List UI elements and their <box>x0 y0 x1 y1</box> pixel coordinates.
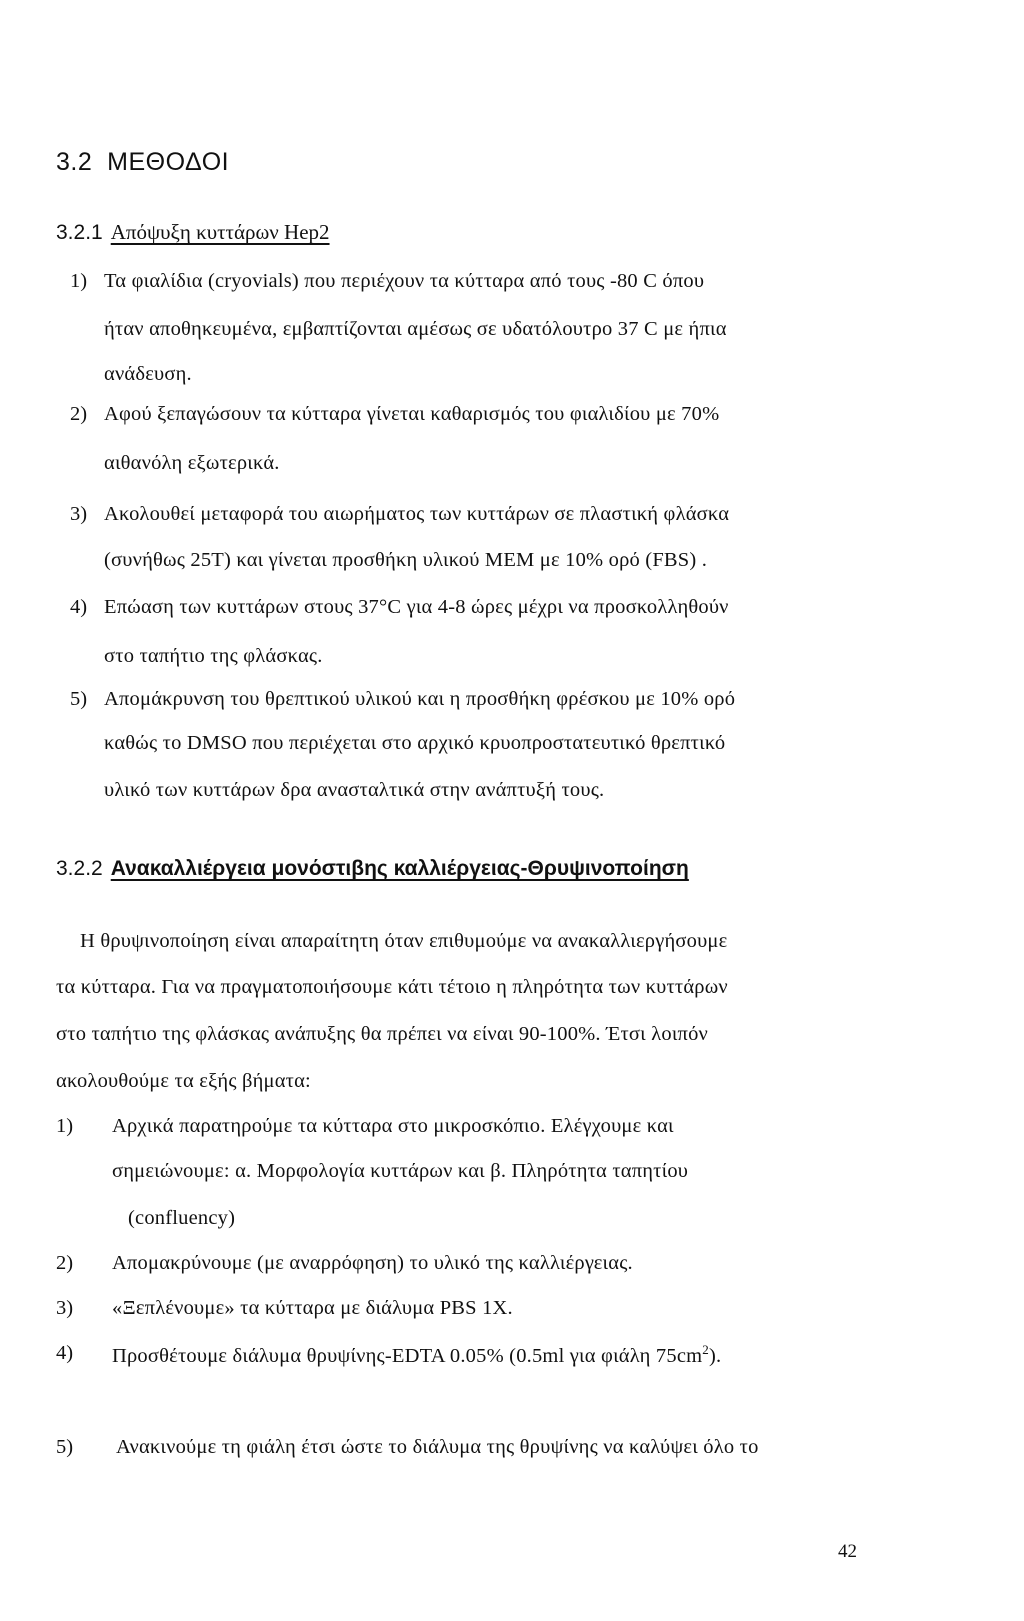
step-text-end: ). <box>708 1344 722 1367</box>
step-line: Αρχικά παρατηρούμε τα κύτταρα στο μικροσκόπιο. Ελέγχουμε και <box>112 1115 674 1137</box>
step-text: Προσθέτουμε διάλυμα θρυψίνης-EDTA 0.05% (0.5ml για φιάλη 75cm <box>112 1344 703 1367</box>
list-item-line: στο ταπήτιο της φλάσκας. <box>104 645 323 667</box>
section-heading <box>56 148 229 177</box>
subsection-heading-2 <box>56 857 689 881</box>
paragraph-line: Η θρυψινοποίηση είναι απαραίτητη όταν επιθυμούμε να ανακαλλιεργήσουμε <box>80 930 728 952</box>
step-line: (confluency) <box>128 1207 236 1229</box>
paragraph-line: στο ταπήτιο της φλάσκας ανάπυξης θα πρέπει να είναι 90-100%. Έτσι λοιπόν <box>56 1023 709 1045</box>
section-number: 3.2 <box>56 148 93 176</box>
step-number: 4) <box>56 1342 74 1364</box>
list-number: 3) <box>70 503 88 525</box>
section-title: ΜΕΘΟΔΟΙ <box>107 148 230 176</box>
list-item-line: (συνήθως 25T) και γίνεται προσθήκη υλικού ΜΕΜ με 10% ορό (FBS) . <box>104 549 708 571</box>
list-item-line: Επώαση των κυττάρων στους 37°C για 4-8 ώρες μέχρι να προσκολληθούν <box>104 596 729 618</box>
step-number: 1) <box>56 1115 74 1137</box>
subsection-title: Ανακαλλιέργεια μονόστιβης καλλιέργειας-Θρυψινοποίηση <box>110 857 689 880</box>
step-number: 3) <box>56 1297 74 1319</box>
subsection-title: Απόψυξη κυττάρων Hep2 <box>110 220 330 244</box>
list-number: 5) <box>70 688 88 710</box>
list-item-line: Ακολουθεί μεταφορά του αιωρήματος των κυττάρων σε πλαστική φλάσκα <box>104 503 730 525</box>
step-line <box>112 1342 721 1368</box>
subsection-heading-1 <box>56 220 330 245</box>
paragraph-line: τα κύτταρα. Για να πραγματοποιήσουμε κάτι τέτοιο η πληρότητα των κυττάρων <box>56 976 728 998</box>
subsection-number: 3.2.1 <box>56 221 103 244</box>
step-number: 5) <box>56 1436 74 1458</box>
step-number: 2) <box>56 1252 74 1274</box>
page-number: 42 <box>838 1541 857 1562</box>
list-number: 1) <box>70 270 88 292</box>
list-item-line: αιθανόλη εξωτερικά. <box>104 452 280 474</box>
list-item-line: καθώς το DMSO που περιέχεται στο αρχικό κρυοπροστατευτικό θρεπτικό <box>104 732 726 754</box>
superscript: 2 <box>702 1342 709 1357</box>
step-line: σημειώνουμε: α. Μορφολογία κυττάρων και β. Πληρότητα ταπητίου <box>112 1160 689 1182</box>
list-number: 4) <box>70 596 88 618</box>
list-item-line: ανάδευση. <box>104 363 192 385</box>
list-item-line: Τα φιαλίδια (cryovials) που περιέχουν τα κύτταρα από τους -80 C όπου <box>104 270 705 292</box>
step-line: «Ξεπλένουμε» τα κύτταρα με διάλυμα PBS 1X. <box>112 1297 513 1319</box>
step-line: Απομακρύνουμε (με αναρρόφηση) το υλικό της καλλιέργειας. <box>112 1252 633 1274</box>
list-item-line: υλικό των κυττάρων δρα ανασταλτικά στην ανάπτυξή τους. <box>104 779 605 801</box>
list-number: 2) <box>70 403 88 425</box>
step-line: Ανακινούμε τη φιάλη έτσι ώστε το διάλυμα της θρυψίνης να καλύψει όλο το <box>116 1436 759 1458</box>
paragraph-line: ακολουθούμε τα εξής βήματα: <box>56 1070 311 1092</box>
list-item-line: Αφού ξεπαγώσουν τα κύτταρα γίνεται καθαρισμός του φιαλιδίου με 70% <box>104 403 720 425</box>
list-item-line: Απομάκρυνση του θρεπτικού υλικού και η προσθήκη φρέσκου με 10% ορό <box>104 688 736 710</box>
subsection-number: 3.2.2 <box>56 857 103 880</box>
list-item-line: ήταν αποθηκευμένα, εμβαπτίζονται αμέσως σε υδατόλουτρο 37 C με ήπια <box>104 318 727 340</box>
